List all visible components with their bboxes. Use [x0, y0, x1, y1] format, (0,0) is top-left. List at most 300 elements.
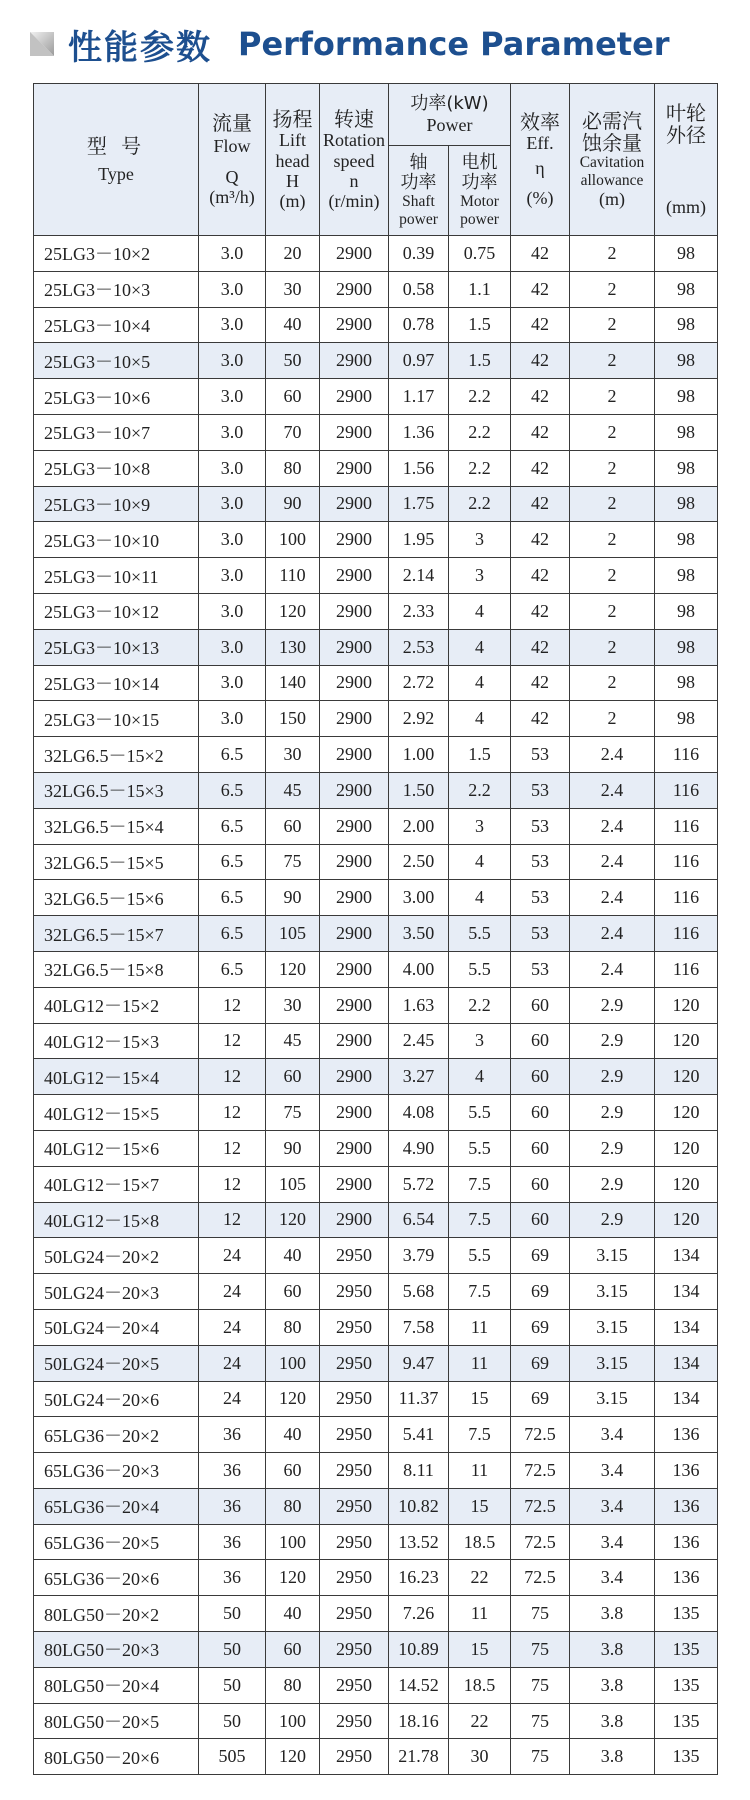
cell-cavitation: 2.4: [570, 772, 655, 808]
cell-speed: 2900: [320, 1202, 389, 1238]
cell-efficiency: 75: [511, 1596, 570, 1632]
cell-shaft-power: 0.78: [389, 307, 449, 343]
cell-head: 30: [266, 987, 320, 1023]
cell-impeller: 120: [655, 987, 718, 1023]
cell-efficiency: 42: [511, 558, 570, 594]
cell-efficiency: 69: [511, 1345, 570, 1381]
cell-motor-power: 4: [449, 880, 511, 916]
cell-efficiency: 53: [511, 916, 570, 952]
cell-shaft-power: 9.47: [389, 1345, 449, 1381]
cell-flow: 3.0: [199, 236, 266, 272]
cell-flow: 12: [199, 1202, 266, 1238]
cell-flow: 6.5: [199, 880, 266, 916]
cell-efficiency: 69: [511, 1309, 570, 1345]
cell-cavitation: 2: [570, 558, 655, 594]
cell-cavitation: 2: [570, 379, 655, 415]
cell-flow: 3.0: [199, 307, 266, 343]
cell-shaft-power: 13.52: [389, 1524, 449, 1560]
table-row: [34, 1023, 718, 1059]
cell-shaft-power: 2.53: [389, 629, 449, 665]
header-motor-power: 电机 功率 Motor power: [449, 146, 511, 236]
cell-shaft-power: 2.45: [389, 1023, 449, 1059]
cell-shaft-power: 1.63: [389, 987, 449, 1023]
cell-type: 65LG36－20×5: [34, 1524, 199, 1560]
cell-type: 32LG6.5－15×4: [34, 808, 199, 844]
cell-efficiency: 53: [511, 951, 570, 987]
cell-type: 50LG24－20×5: [34, 1345, 199, 1381]
table-row: [34, 486, 718, 522]
cell-speed: 2950: [320, 1524, 389, 1560]
cell-type: 25LG3－10×10: [34, 522, 199, 558]
cell-type: 32LG6.5－15×8: [34, 951, 199, 987]
cell-speed: 2950: [320, 1703, 389, 1739]
cell-head: 80: [266, 1309, 320, 1345]
cell-impeller: 136: [655, 1488, 718, 1524]
cell-cavitation: 2: [570, 593, 655, 629]
table-row: [34, 593, 718, 629]
cell-efficiency: 72.5: [511, 1488, 570, 1524]
cell-impeller: 98: [655, 558, 718, 594]
cell-shaft-power: 3.50: [389, 916, 449, 952]
cell-impeller: 120: [655, 1202, 718, 1238]
cell-speed: 2900: [320, 1059, 389, 1095]
header-type: 型 号 Type: [34, 84, 199, 236]
header-efficiency: 效率 Eff. η (%): [511, 84, 570, 236]
page-title-chinese: 性能参数: [68, 27, 212, 68]
cell-shaft-power: 3.79: [389, 1238, 449, 1274]
cell-shaft-power: 1.95: [389, 522, 449, 558]
cell-type: 25LG3－10×12: [34, 593, 199, 629]
cell-shaft-power: 0.39: [389, 236, 449, 272]
cell-motor-power: 7.5: [449, 1274, 511, 1310]
cell-cavitation: 3.8: [570, 1703, 655, 1739]
cell-shaft-power: 21.78: [389, 1739, 449, 1775]
cell-efficiency: 72.5: [511, 1417, 570, 1453]
cell-shaft-power: 0.97: [389, 343, 449, 379]
cell-head: 150: [266, 701, 320, 737]
cell-motor-power: 7.5: [449, 1202, 511, 1238]
cell-head: 130: [266, 629, 320, 665]
cell-impeller: 136: [655, 1524, 718, 1560]
cell-shaft-power: 10.82: [389, 1488, 449, 1524]
cell-flow: 12: [199, 1095, 266, 1131]
cell-impeller: 134: [655, 1345, 718, 1381]
cell-cavitation: 2: [570, 343, 655, 379]
cell-cavitation: 3.15: [570, 1238, 655, 1274]
cell-cavitation: 2.9: [570, 1059, 655, 1095]
cell-impeller: 135: [655, 1739, 718, 1775]
table-row: [34, 1488, 718, 1524]
cell-shaft-power: 1.36: [389, 414, 449, 450]
cell-cavitation: 2: [570, 307, 655, 343]
cell-impeller: 98: [655, 271, 718, 307]
cell-flow: 3.0: [199, 522, 266, 558]
table-body: [34, 236, 718, 1775]
table-row: [34, 1095, 718, 1131]
cell-efficiency: 53: [511, 772, 570, 808]
cell-speed: 2950: [320, 1667, 389, 1703]
cell-speed: 2900: [320, 343, 389, 379]
table-row: [34, 844, 718, 880]
cell-head: 40: [266, 1238, 320, 1274]
cell-speed: 2900: [320, 629, 389, 665]
cell-efficiency: 75: [511, 1703, 570, 1739]
cell-motor-power: 4: [449, 701, 511, 737]
cell-head: 100: [266, 1703, 320, 1739]
cell-motor-power: 2.2: [449, 987, 511, 1023]
cell-flow: 50: [199, 1632, 266, 1668]
table-row: [34, 558, 718, 594]
cell-motor-power: 4: [449, 1059, 511, 1095]
cell-cavitation: 2.9: [570, 1202, 655, 1238]
cell-cavitation: 2.4: [570, 844, 655, 880]
cell-flow: 12: [199, 1023, 266, 1059]
cell-type: 25LG3－10×9: [34, 486, 199, 522]
cell-motor-power: 18.5: [449, 1667, 511, 1703]
cell-shaft-power: 1.00: [389, 737, 449, 773]
cell-type: 80LG50－20×4: [34, 1667, 199, 1703]
cell-head: 140: [266, 665, 320, 701]
cell-head: 90: [266, 1130, 320, 1166]
cell-motor-power: 15: [449, 1381, 511, 1417]
cell-efficiency: 53: [511, 880, 570, 916]
cell-shaft-power: 0.58: [389, 271, 449, 307]
cell-efficiency: 42: [511, 271, 570, 307]
cell-type: 65LG36－20×6: [34, 1560, 199, 1596]
cell-type: 32LG6.5－15×6: [34, 880, 199, 916]
cell-motor-power: 18.5: [449, 1524, 511, 1560]
cell-shaft-power: 2.14: [389, 558, 449, 594]
cell-speed: 2900: [320, 1130, 389, 1166]
table-row: [34, 1667, 718, 1703]
cell-flow: 3.0: [199, 450, 266, 486]
cell-impeller: 116: [655, 772, 718, 808]
cell-impeller: 120: [655, 1130, 718, 1166]
table-row: [34, 1166, 718, 1202]
cell-flow: 24: [199, 1238, 266, 1274]
cell-cavitation: 2.4: [570, 916, 655, 952]
cell-efficiency: 60: [511, 987, 570, 1023]
cell-flow: 36: [199, 1560, 266, 1596]
cell-flow: 6.5: [199, 772, 266, 808]
table-row: [34, 1381, 718, 1417]
header-head: 扬程 Lift head H (m): [266, 84, 320, 236]
cell-cavitation: 2.4: [570, 808, 655, 844]
cell-head: 120: [266, 1739, 320, 1775]
table-row: [34, 1632, 718, 1668]
cell-motor-power: 4: [449, 844, 511, 880]
cell-flow: 3.0: [199, 558, 266, 594]
cell-motor-power: 2.2: [449, 772, 511, 808]
cell-cavitation: 2.4: [570, 951, 655, 987]
cell-cavitation: 2: [570, 414, 655, 450]
cell-head: 60: [266, 808, 320, 844]
cell-motor-power: 5.5: [449, 916, 511, 952]
cell-speed: 2900: [320, 558, 389, 594]
cell-efficiency: 42: [511, 486, 570, 522]
cell-shaft-power: 5.72: [389, 1166, 449, 1202]
table-row: [34, 1345, 718, 1381]
cell-type: 80LG50－20×2: [34, 1596, 199, 1632]
header-impeller: 叶轮 外径 (mm): [655, 84, 718, 236]
cell-type: 80LG50－20×6: [34, 1739, 199, 1775]
cell-motor-power: 4: [449, 629, 511, 665]
cell-efficiency: 60: [511, 1202, 570, 1238]
cell-speed: 2900: [320, 486, 389, 522]
cell-cavitation: 2: [570, 629, 655, 665]
cell-type: 40LG12－15×4: [34, 1059, 199, 1095]
cell-motor-power: 0.75: [449, 236, 511, 272]
cell-speed: 2900: [320, 916, 389, 952]
table-row: [34, 1202, 718, 1238]
cell-efficiency: 42: [511, 522, 570, 558]
cell-efficiency: 75: [511, 1667, 570, 1703]
cell-shaft-power: 2.00: [389, 808, 449, 844]
cell-type: 65LG36－20×3: [34, 1453, 199, 1489]
cell-shaft-power: 14.52: [389, 1667, 449, 1703]
cell-shaft-power: 18.16: [389, 1703, 449, 1739]
table-row: [34, 379, 718, 415]
cell-cavitation: 3.8: [570, 1739, 655, 1775]
table-row: [34, 1739, 718, 1775]
cell-shaft-power: 4.90: [389, 1130, 449, 1166]
cell-speed: 2900: [320, 414, 389, 450]
table-row: [34, 951, 718, 987]
cell-speed: 2950: [320, 1274, 389, 1310]
cell-speed: 2900: [320, 772, 389, 808]
cell-head: 80: [266, 1488, 320, 1524]
cell-type: 80LG50－20×3: [34, 1632, 199, 1668]
cell-motor-power: 3: [449, 808, 511, 844]
cell-motor-power: 2.2: [449, 486, 511, 522]
cell-flow: 36: [199, 1524, 266, 1560]
cell-speed: 2900: [320, 379, 389, 415]
cell-efficiency: 69: [511, 1381, 570, 1417]
cell-cavitation: 3.4: [570, 1417, 655, 1453]
cell-type: 25LG3－10×14: [34, 665, 199, 701]
table-row: [34, 1524, 718, 1560]
cell-impeller: 135: [655, 1596, 718, 1632]
table-row: [34, 307, 718, 343]
table-row: [34, 414, 718, 450]
header-speed: 转速 Rotation speed n (r/min): [320, 84, 389, 236]
cell-efficiency: 60: [511, 1166, 570, 1202]
cell-efficiency: 60: [511, 1095, 570, 1131]
cell-impeller: 134: [655, 1309, 718, 1345]
cell-flow: 6.5: [199, 916, 266, 952]
cell-shaft-power: 6.54: [389, 1202, 449, 1238]
cell-cavitation: 3.8: [570, 1667, 655, 1703]
cell-head: 30: [266, 271, 320, 307]
cell-cavitation: 3.4: [570, 1488, 655, 1524]
cell-flow: 3.0: [199, 629, 266, 665]
cell-motor-power: 5.5: [449, 1130, 511, 1166]
cell-speed: 2900: [320, 737, 389, 773]
cell-cavitation: 2: [570, 701, 655, 737]
cell-head: 60: [266, 1059, 320, 1095]
cell-head: 30: [266, 737, 320, 773]
cell-shaft-power: 7.58: [389, 1309, 449, 1345]
cell-impeller: 98: [655, 379, 718, 415]
cell-impeller: 120: [655, 1023, 718, 1059]
cell-head: 120: [266, 1381, 320, 1417]
cell-cavitation: 2: [570, 450, 655, 486]
cell-speed: 2900: [320, 880, 389, 916]
table-row: [34, 1596, 718, 1632]
table-row: [34, 1130, 718, 1166]
header-shaft-power: 轴 功率 Shaft power: [389, 146, 449, 236]
cell-speed: 2950: [320, 1453, 389, 1489]
cell-efficiency: 72.5: [511, 1560, 570, 1596]
cell-flow: 36: [199, 1453, 266, 1489]
cell-cavitation: 2.9: [570, 987, 655, 1023]
cell-cavitation: 3.15: [570, 1309, 655, 1345]
cell-shaft-power: 5.68: [389, 1274, 449, 1310]
cell-head: 60: [266, 1632, 320, 1668]
cell-type: 65LG36－20×2: [34, 1417, 199, 1453]
cell-shaft-power: 1.50: [389, 772, 449, 808]
cell-flow: 50: [199, 1596, 266, 1632]
cell-head: 20: [266, 236, 320, 272]
cell-motor-power: 1.1: [449, 271, 511, 307]
table-row: [34, 880, 718, 916]
cell-type: 32LG6.5－15×5: [34, 844, 199, 880]
cell-flow: 505: [199, 1739, 266, 1775]
cell-flow: 3.0: [199, 379, 266, 415]
cell-motor-power: 11: [449, 1309, 511, 1345]
cell-motor-power: 5.5: [449, 1238, 511, 1274]
cell-head: 105: [266, 916, 320, 952]
cell-type: 25LG3－10×6: [34, 379, 199, 415]
cell-flow: 50: [199, 1703, 266, 1739]
cell-motor-power: 4: [449, 593, 511, 629]
cell-cavitation: 2.9: [570, 1130, 655, 1166]
cell-motor-power: 3: [449, 522, 511, 558]
cell-type: 50LG24－20×2: [34, 1238, 199, 1274]
cell-efficiency: 42: [511, 629, 570, 665]
cell-head: 50: [266, 343, 320, 379]
cell-head: 70: [266, 414, 320, 450]
cell-shaft-power: 7.26: [389, 1596, 449, 1632]
cell-cavitation: 2: [570, 486, 655, 522]
cell-impeller: 98: [655, 236, 718, 272]
cell-impeller: 135: [655, 1703, 718, 1739]
cell-speed: 2900: [320, 271, 389, 307]
table-row: [34, 1560, 718, 1596]
cell-motor-power: 1.5: [449, 343, 511, 379]
cell-speed: 2950: [320, 1488, 389, 1524]
cell-shaft-power: 11.37: [389, 1381, 449, 1417]
table-row: [34, 808, 718, 844]
cell-head: 40: [266, 1417, 320, 1453]
performance-table-wrapper: [33, 83, 717, 1775]
cell-cavitation: 2: [570, 271, 655, 307]
cell-motor-power: 3: [449, 1023, 511, 1059]
cell-impeller: 134: [655, 1381, 718, 1417]
cell-motor-power: 11: [449, 1345, 511, 1381]
cell-speed: 2950: [320, 1345, 389, 1381]
cell-speed: 2950: [320, 1632, 389, 1668]
cell-head: 45: [266, 1023, 320, 1059]
cell-flow: 36: [199, 1488, 266, 1524]
cell-motor-power: 1.5: [449, 737, 511, 773]
square-corner-icon: [30, 32, 54, 56]
cell-cavitation: 3.4: [570, 1524, 655, 1560]
cell-impeller: 135: [655, 1632, 718, 1668]
cell-head: 60: [266, 1274, 320, 1310]
cell-flow: 3.0: [199, 665, 266, 701]
table-header: [34, 84, 718, 236]
cell-type: 65LG36－20×4: [34, 1488, 199, 1524]
header-power: 功率(kW) Power: [389, 84, 511, 146]
cell-flow: 3.0: [199, 701, 266, 737]
cell-flow: 3.0: [199, 486, 266, 522]
cell-speed: 2900: [320, 307, 389, 343]
header-cavitation: 必需汽 蚀余量 Cavitation allowance (m): [570, 84, 655, 236]
table-row: [34, 271, 718, 307]
cell-cavitation: 3.15: [570, 1274, 655, 1310]
cell-speed: 2900: [320, 701, 389, 737]
header-flow: 流量 Flow Q (m³/h): [199, 84, 266, 236]
cell-type: 25LG3－10×8: [34, 450, 199, 486]
cell-flow: 12: [199, 1166, 266, 1202]
cell-impeller: 135: [655, 1667, 718, 1703]
cell-speed: 2900: [320, 665, 389, 701]
cell-impeller: 116: [655, 951, 718, 987]
page-title-bar: [30, 18, 670, 70]
cell-head: 120: [266, 1202, 320, 1238]
cell-impeller: 98: [655, 665, 718, 701]
cell-shaft-power: 2.33: [389, 593, 449, 629]
cell-shaft-power: 16.23: [389, 1560, 449, 1596]
cell-head: 110: [266, 558, 320, 594]
cell-shaft-power: 3.00: [389, 880, 449, 916]
cell-efficiency: 53: [511, 844, 570, 880]
cell-shaft-power: 5.41: [389, 1417, 449, 1453]
cell-type: 32LG6.5－15×2: [34, 737, 199, 773]
cell-motor-power: 11: [449, 1453, 511, 1489]
cell-efficiency: 72.5: [511, 1453, 570, 1489]
cell-type: 25LG3－10×15: [34, 701, 199, 737]
cell-impeller: 136: [655, 1453, 718, 1489]
cell-type: 40LG12－15×5: [34, 1095, 199, 1131]
cell-motor-power: 2.2: [449, 414, 511, 450]
cell-impeller: 98: [655, 629, 718, 665]
cell-head: 100: [266, 522, 320, 558]
performance-table: [33, 83, 718, 1775]
cell-flow: 12: [199, 1059, 266, 1095]
cell-motor-power: 22: [449, 1560, 511, 1596]
cell-cavitation: 2: [570, 522, 655, 558]
cell-motor-power: 7.5: [449, 1417, 511, 1453]
cell-impeller: 116: [655, 737, 718, 773]
cell-type: 25LG3－10×4: [34, 307, 199, 343]
cell-efficiency: 42: [511, 236, 570, 272]
cell-type: 40LG12－15×7: [34, 1166, 199, 1202]
cell-speed: 2900: [320, 844, 389, 880]
cell-type: 32LG6.5－15×7: [34, 916, 199, 952]
cell-head: 80: [266, 450, 320, 486]
cell-efficiency: 53: [511, 737, 570, 773]
cell-speed: 2950: [320, 1596, 389, 1632]
cell-impeller: 98: [655, 701, 718, 737]
cell-impeller: 134: [655, 1274, 718, 1310]
cell-flow: 36: [199, 1417, 266, 1453]
cell-cavitation: 2: [570, 665, 655, 701]
cell-impeller: 120: [655, 1095, 718, 1131]
cell-type: 25LG3－10×3: [34, 271, 199, 307]
table-row: [34, 701, 718, 737]
